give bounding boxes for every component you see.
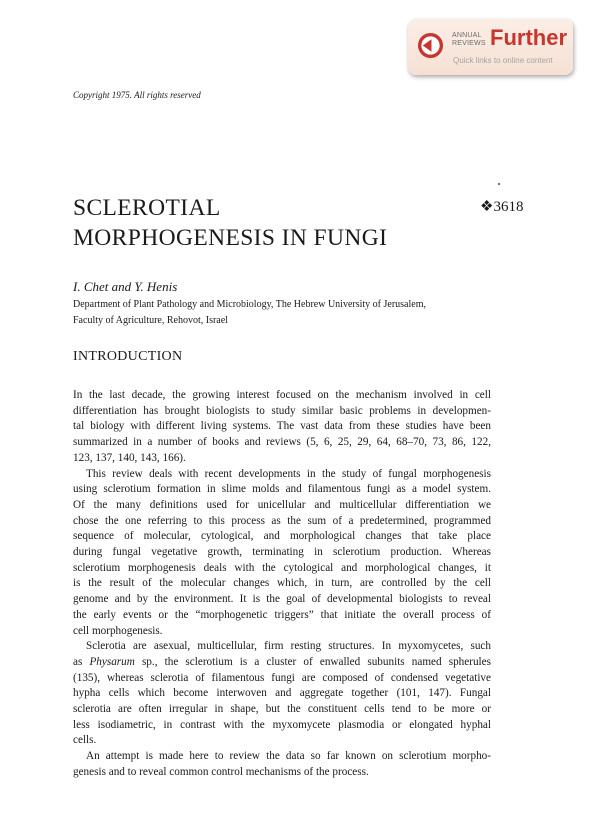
text-line: as Physarum sp., the sclerotium is a cluster of enwalled subunits named spherules (73, 655, 491, 668)
text-line: cells. (73, 734, 97, 747)
text-line: cell morphogenesis. (73, 624, 163, 637)
text-line: An attempt is made here to review the data so far known on sclerotium morpho- (86, 750, 491, 763)
text-line: less isodiametric, in contrast with the myxomycete plasmodia or elongated hyphal (73, 718, 491, 731)
title-line: SCLEROTIAL (73, 195, 221, 221)
article-id: ❖3618 (480, 199, 524, 215)
article-title (73, 193, 387, 253)
text-line: hypha cells which become interwoven and aggregate together (101, 147). Fungal (73, 687, 491, 700)
text-line: is the result of the molecular changes which, in turn, are controlled by the cell (73, 577, 491, 590)
authors: I. Chet and Y. Henis (73, 279, 178, 294)
title-line: MORPHOGENESIS IN FUNGI (73, 225, 388, 251)
text-line: Of the many definitions used for unicellular and multicellular differentiation we (73, 498, 491, 511)
text-line: This review deals with recent developments in the study of fungal morphogenesis (86, 467, 491, 480)
text-line: genome and by the environment. It is the goal of developmental biologists to reveal (73, 593, 491, 606)
text-line: 123, 137, 140, 143, 166). (73, 451, 186, 464)
affiliation-line: Department of Plant Pathology and Microbiology, The Hebrew University of Jerusalem, (73, 299, 426, 310)
paragraph (73, 467, 491, 640)
banner-subtitle: Quick links to online content (453, 56, 553, 65)
affiliation-line: Faculty of Agriculture, Rehovot, Israel (73, 315, 228, 326)
copyright-notice: Copyright 1975. All rights reserved (73, 90, 201, 100)
text-line: using sclerotium formation in slime molds and filamentous fungi as a model system. (73, 483, 491, 496)
text-line: sequence of molecular, cytological, and morphological changes that take place (73, 530, 491, 543)
further-label: Further (490, 25, 567, 50)
affiliation (73, 297, 426, 329)
text-line: tal biology with different living systems. The vast data from these studies have been (73, 420, 491, 433)
text-line: sclerotium morphogenesis deals with the cytological and morphological changes, it (73, 561, 491, 574)
paragraph (73, 639, 491, 749)
text-line: genesis and to reveal common control mechanisms of the process. (73, 765, 369, 778)
annual-reviews-wordmark (452, 32, 486, 48)
further-banner[interactable] (408, 19, 573, 75)
annual-reviews-logo-icon (417, 32, 444, 59)
text-line: during fungal vegetative growth, terminating in sclerotium production. Whereas (73, 546, 491, 559)
section-heading: INTRODUCTION (73, 349, 183, 364)
text-line: sclerotia are often irregular in shape, but the constituent cells tend to be more or (73, 703, 491, 716)
paragraph (73, 749, 491, 780)
reviews-label: REVIEWS (452, 40, 486, 47)
text-line: the early events or the “morphogenetic triggers” that initiate the overall process of (73, 608, 491, 621)
text-line: chose the one referring to this process as the sum of a predetermined, programmed (73, 514, 491, 527)
text-line: (135), whereas sclerotia of filamentous fungi are composed of condensed vegetative (73, 671, 491, 684)
text-line: In the last decade, the growing interest focused on the mechanism involved in cell (73, 389, 491, 401)
text-line: differentiation has brought biologists to study similar basic problems in developmen- (73, 404, 491, 417)
text-line: summarized in a number of books and reviews (5, 6, 25, 29, 64, 68–70, 73, 86, 122, (73, 436, 491, 449)
annual-label: ANNUAL (452, 32, 482, 39)
body-text (73, 388, 491, 781)
paragraph (73, 388, 491, 467)
text-line: Sclerotia are asexual, multicellular, firm resting structures. In myxomycetes, such (86, 640, 491, 653)
speck (498, 183, 500, 185)
